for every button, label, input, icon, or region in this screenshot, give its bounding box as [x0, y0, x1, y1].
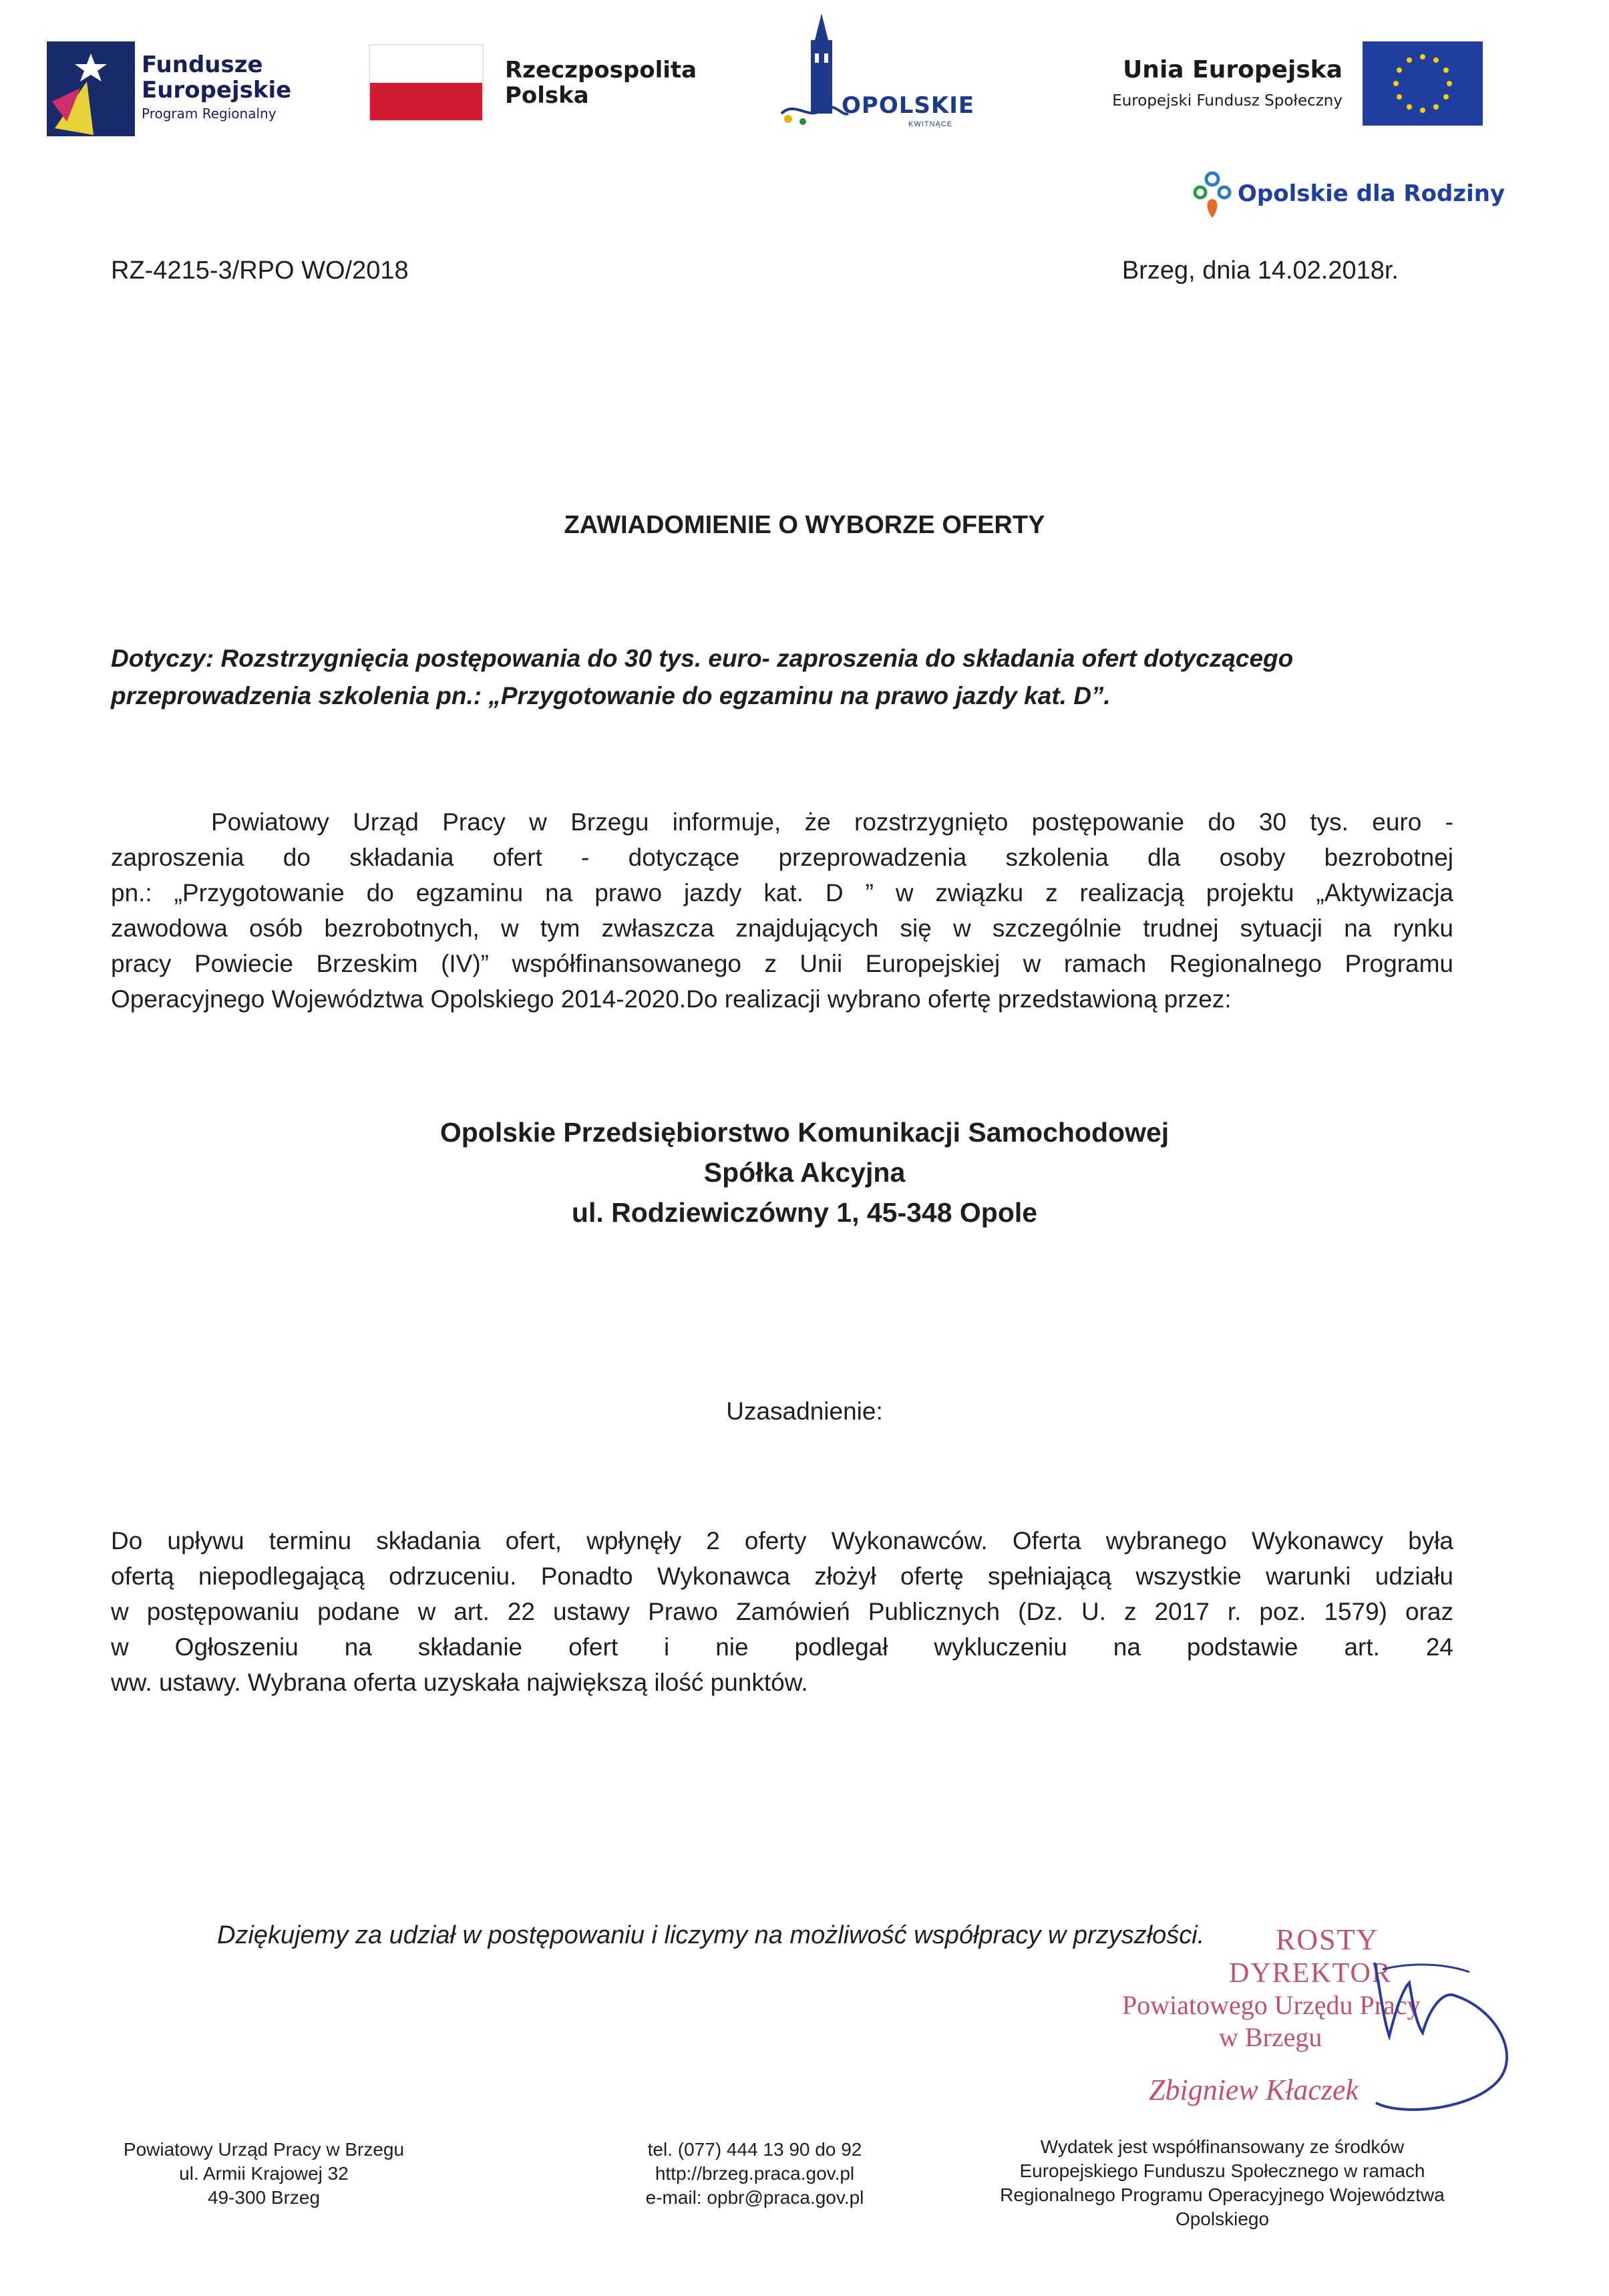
intro-line: zawodowa osób bezrobotnych, w tym zwłaszcza znajdujących się w szczególnie trudnej sytuacji na rynku — [111, 915, 1453, 942]
footer-funding-line: Wydatek jest współfinansowany ze środków — [1040, 2136, 1405, 2157]
footer-funding-note — [982, 2135, 1463, 2231]
justification-line: w postępowaniu podane w art. 22 ustawy Prawo Zamówień Publicznych (Dz. U. z 2017 r. poz. 1579) oraz — [111, 1598, 1453, 1625]
stamp-line2: DYREKTOR — [1229, 1958, 1392, 1989]
footer-office-line: ul. Armii Krajowej 32 — [179, 2163, 349, 2184]
handwritten-signature-icon — [1095, 1923, 1516, 2123]
fundusze-europejskie-logo — [47, 41, 307, 142]
polish-flag-icon — [369, 44, 484, 122]
footer-funding-line: Regionalnego Programu Operacyjnego Województwa — [1000, 2184, 1445, 2205]
fundusze-line2: Europejskie — [142, 77, 292, 104]
footer-office — [117, 2138, 411, 2210]
opolskie-logo — [768, 13, 982, 140]
rodzina-text: Opolskie dla Rodziny — [1238, 180, 1505, 207]
fundusze-europejskie-emblem-icon — [47, 41, 135, 136]
ue-line1: Unia Europejska — [1123, 56, 1343, 84]
justification-line: ww. ustawy. Wybrana oferta uzyskała największą ilość punktów. — [111, 1669, 808, 1696]
fundusze-line3: Program Regionalny — [142, 106, 277, 122]
intro-line: pn.: „Przygotowanie do egzaminu na prawo jazdy kat. D ” w związku z realizacją projektu „Aktywizacja — [111, 879, 1453, 907]
selected-company — [0, 1112, 1609, 1233]
footer-office-line: Powiatowy Urząd Pracy w Brzegu — [123, 2139, 405, 2160]
opolskie-sub: KWITNĄCE — [908, 120, 953, 128]
intro-line: zaproszenia do składania ofert - dotyczące przeprowadzenia szkolenia dla osoby bezrobotnej — [111, 844, 1453, 871]
company-name: Opolskie Przedsiębiorstwo Komunikacji Samochodowej — [439, 1117, 1170, 1148]
ue-line2: Europejski Fundusz Społeczny — [1112, 92, 1343, 110]
footer-phone: tel. (077) 444 13 90 do 92 — [647, 2139, 862, 2160]
rzeczpospolita-logo — [369, 44, 703, 131]
subject-paragraph: Dotyczy: Rozstrzygnięcia postępowania do 30 tys. euro- zaproszenia do składania ofert dotyczącego przeprowadzenia szkolenia pn.: „Przygotowanie do egzaminu na prawo jazdy kat. D”. — [111, 645, 1294, 709]
footer-funding-line: Opolskiego — [1175, 2208, 1270, 2229]
intro-line: Powiatowy Urząd Pracy w Brzegu informuje, że rozstrzygnięto postępowanie do 30 tys. euro - — [211, 808, 1453, 836]
justification-line: w Ogłoszeniu na składanie ofert i nie podlegał wykluczeniu na podstawie art. 24 — [111, 1633, 1453, 1661]
footer-website-link[interactable]: http://brzeg.praca.gov.pl — [655, 2163, 855, 2184]
director-stamp — [1095, 1923, 1516, 2123]
intro-paragraph — [111, 804, 1453, 1017]
footer-funding-line: Europejskiego Funduszu Społecznego w ramach — [1019, 2160, 1425, 2181]
stamp-line3: Powiatowego Urzędu Pracy — [1122, 1990, 1421, 2020]
company-address: ul. Rodziewiczówny 1, 45-348 Opole — [571, 1197, 1038, 1228]
footer-email-link[interactable]: e-mail: opbr@praca.gov.pl — [645, 2187, 864, 2208]
justification-label: Uzasadnienie: — [726, 1398, 883, 1425]
fundusze-line1: Fundusze — [142, 51, 263, 78]
justification-line: Do upływu terminu składania ofert, wpłynęły 2 oferty Wykonawców. Oferta wybranego Wykonawcy była — [111, 1527, 1453, 1554]
company-legal-form: Spółka Akcyjna — [703, 1157, 906, 1188]
reference-number: RZ-4215-3/RPO WO/2018 — [111, 257, 409, 285]
document-date: Brzeg, dnia 14.02.2018r. — [1121, 257, 1399, 285]
opolskie-dla-rodziny-logo — [1192, 170, 1505, 223]
intro-line: pracy Powiecie Brzeskim (IV)” współfinansowanego z Unii Europejskiej w ramach Regionalnego Programu — [111, 950, 1453, 977]
thanks-sentence: Dziękujemy za udział w postępowaniu i liczymy na możliwość współpracy w przyszłości. — [217, 1921, 1205, 1949]
opolskie-name: OPOLSKIE — [842, 92, 975, 119]
document-title: ZAWIADOMIENIE O WYBORZE OFERTY — [564, 511, 1045, 539]
rp-line2: Polska — [505, 82, 589, 109]
family-dots-icon — [1192, 170, 1232, 223]
justification-paragraph — [111, 1523, 1453, 1700]
stamp-line1: ROSTY — [1276, 1923, 1379, 1956]
stamp-line4: w Brzegu — [1219, 2022, 1322, 2052]
rp-line1: Rzeczpospolita — [505, 57, 697, 84]
unia-europejska-logo — [1069, 41, 1483, 132]
intro-line: Operacyjnego Województwa Opolskiego 2014-2020.Do realizacji wybrano ofertę przedstawioną przez: — [111, 985, 1232, 1013]
stamp-name: Zbigniew Kłaczek — [1149, 2074, 1359, 2106]
footer-contact — [588, 2138, 922, 2210]
footer-office-line: 49-300 Brzeg — [207, 2187, 321, 2208]
justification-line: ofertą niepodlegającą odrzuceniu. Ponadto Wykonawca złożył ofertę spełniającą wszystkie warunki udziału — [111, 1563, 1453, 1590]
eu-flag-icon — [1363, 41, 1483, 126]
